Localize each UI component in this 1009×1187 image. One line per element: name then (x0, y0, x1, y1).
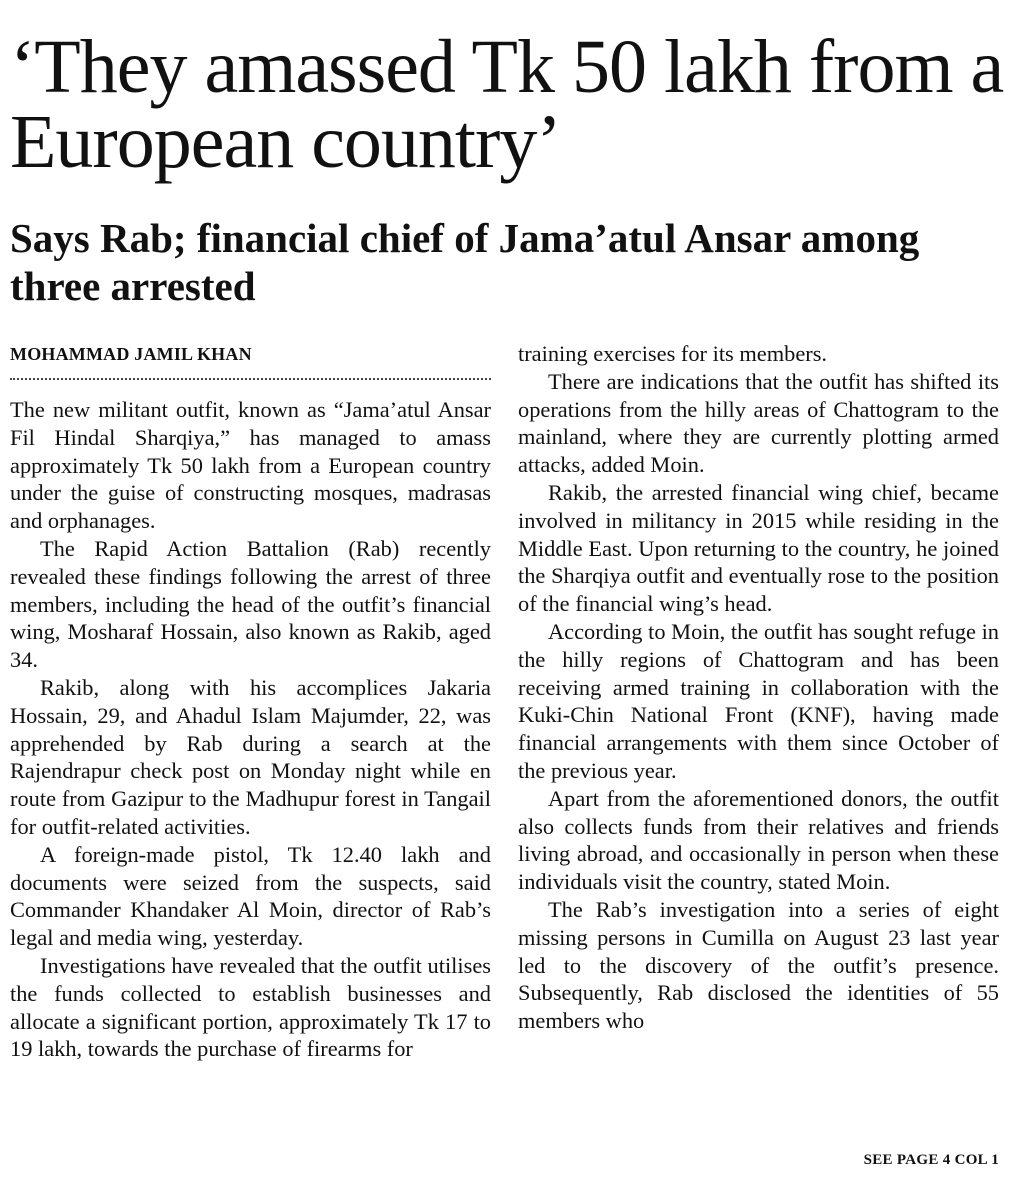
paragraph: Rakib, along with his accomplices Jakaria Hossain, 29, and Ahadul Islam Majumder, 22, was apprehended by Rab during a search at the Rajendrapur check post on Monday night while en route from Gazipur to the Madhupur forest in Tangail for outfit-related activities. (10, 674, 491, 839)
paragraph: Apart from the aforementioned donors, the outfit also collects funds from their relatives and friends living abroad, and occasionally in person when these individuals visit the country, stated Moin. (518, 785, 999, 895)
paragraph: According to Moin, the outfit has sought refuge in the hilly regions of Chattogram and has been receiving armed training in collaboration with the Kuki-Chin National Front (KNF), having made financial arrangements with them since October of the previous year. (518, 618, 999, 783)
headline: ‘They amassed Tk 50 lakh from a European country’ (10, 25, 1004, 184)
paragraph: Investigations have revealed that the outfit utilises the funds collected to establish businesses and allocate a significant portion, approximately Tk 17 to 19 lakh, towards the purchase of firearms for (10, 952, 491, 1062)
paragraph: There are indications that the outfit has shifted its operations from the hilly areas of Chattogram to the mainland, where they are currently plotting armed attacks, added Moin. (518, 368, 999, 478)
byline: MOHAMMAD JAMIL KHAN (10, 344, 252, 364)
byline-divider (10, 378, 491, 380)
article-column-left (10, 396, 491, 1063)
subheadline: Says Rab; financial chief of Jama’atul Ansar among three arrested (10, 215, 920, 309)
continuation-jump-line[interactable]: SEE PAGE 4 COL 1 (863, 1152, 999, 1168)
paragraph: Rakib, the arrested financial wing chief, became involved in militancy in 2015 while residing in the Middle East. Upon returning to the country, he joined the Sharqiya outfit and eventually rose to the position of the financial wing’s head. (518, 479, 999, 617)
paragraph: The new militant outfit, known as “Jama’atul Ansar Fil Hindal Sharqiya,” has managed to amass approximately Tk 50 lakh from a European country under the guise of constructing mosques, madrasas and orphanages. (10, 397, 491, 534)
paragraph: The Rab’s investigation into a series of eight missing persons in Cumilla on August 23 last year led to the discovery of the outfit’s presence. Subsequently, Rab disclosed the identities of 55 members who (518, 896, 999, 1034)
article-column-right (518, 340, 999, 1035)
paragraph: training exercises for its members. (518, 341, 828, 366)
paragraph: The Rapid Action Battalion (Rab) recently revealed these findings following the arrest of three members, including the head of the outfit’s financial wing, Mosharaf Hossain, also known as Rakib, aged 34. (10, 535, 491, 673)
paragraph: A foreign-made pistol, Tk 12.40 lakh and documents were seized from the suspects, said Commander Khandaker Al Moin, director of Rab’s legal and media wing, yesterday. (10, 841, 491, 951)
